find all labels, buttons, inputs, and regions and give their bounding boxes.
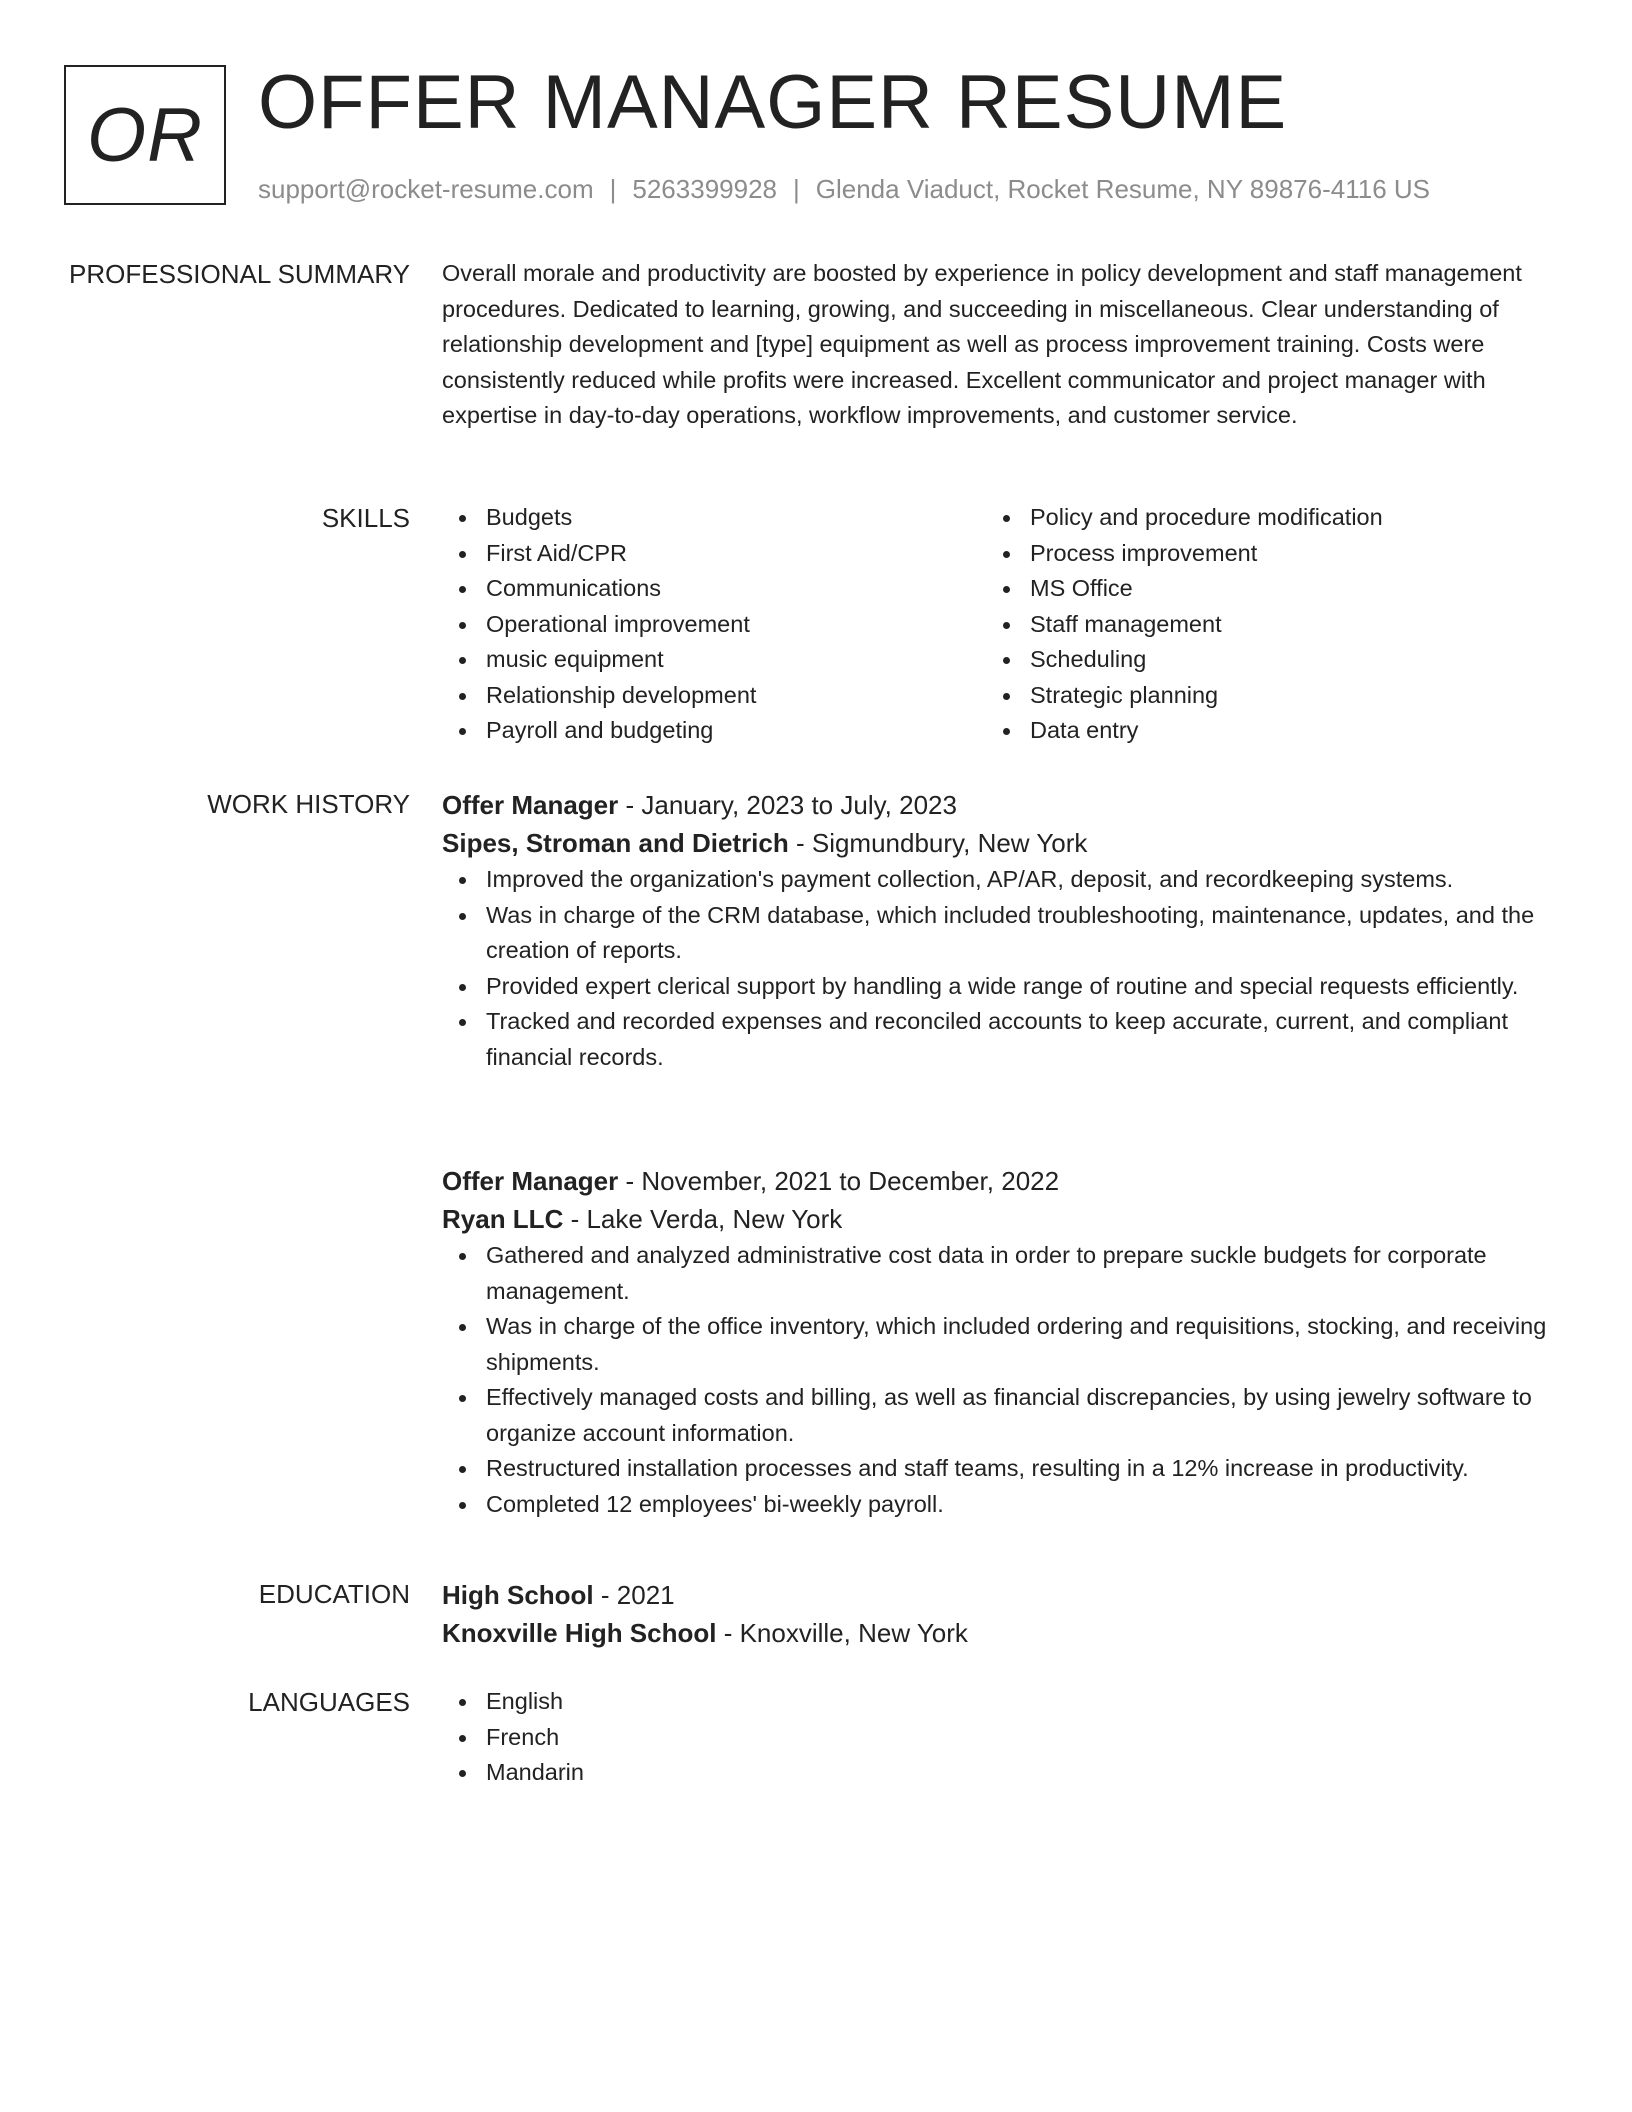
job-bullet: Provided expert clerical support by handling a wide range of routine and special requests efficiently. (486, 969, 1552, 1005)
job-bullet: Was in charge of the CRM database, which included troubleshooting, maintenance, updates, and the creation of reports. (486, 898, 1552, 969)
summary-body (442, 256, 1552, 434)
education-degree: High School (442, 1580, 594, 1610)
education-year: - 2021 (593, 1580, 675, 1610)
language-item: French (486, 1720, 1552, 1756)
job-bullets (442, 862, 1552, 1075)
skills-column-left (442, 500, 986, 749)
contact-phone: 5263399928 (632, 174, 777, 204)
skill-item: Relationship development (486, 678, 986, 714)
skill-item: Scheduling (1030, 642, 1530, 678)
job-location: - Lake Verda, New York (563, 1204, 843, 1234)
job-title-line (442, 786, 1552, 824)
job-dates: - January, 2023 to July, 2023 (618, 790, 957, 820)
section-label-summary: PROFESSIONAL SUMMARY (69, 259, 410, 289)
skills-column-right (986, 500, 1530, 749)
section-label-skills: SKILLS (321, 503, 410, 533)
skill-item: Communications (486, 571, 986, 607)
job-company: Ryan LLC (442, 1204, 564, 1234)
contact-email: support@rocket-resume.com (258, 174, 594, 204)
job-company-line (442, 824, 1552, 862)
section-label-work: WORK HISTORY (207, 789, 410, 819)
education-school: Knoxville High School (442, 1618, 717, 1648)
job-company: Sipes, Stroman and Dietrich (442, 828, 789, 858)
skill-item: Strategic planning (1030, 678, 1530, 714)
job-bullet: Completed 12 employees' bi-weekly payroll. (486, 1487, 1552, 1523)
contact-separator: | (609, 174, 617, 204)
language-item: Mandarin (486, 1755, 1552, 1791)
contact-line (258, 172, 1430, 206)
skill-item: MS Office (1030, 571, 1530, 607)
skill-item: Data entry (1030, 713, 1530, 749)
contact-address: Glenda Viaduct, Rocket Resume, NY 89876-4116 US (815, 174, 1431, 204)
language-item: English (486, 1684, 1552, 1720)
job-bullet: Tracked and recorded expenses and reconciled accounts to keep accurate, current, and compliant financial records. (486, 1004, 1552, 1075)
job-bullets (442, 1238, 1552, 1522)
skill-item: Staff management (1030, 607, 1530, 643)
job-title: Offer Manager (442, 1166, 619, 1196)
section-label-education: EDUCATION (258, 1579, 410, 1609)
section-label-languages: LANGUAGES (248, 1687, 410, 1717)
skill-item: Policy and procedure modification (1030, 500, 1530, 536)
job-company-line (442, 1200, 1552, 1238)
job-bullet: Restructured installation processes and staff teams, resulting in a 12% increase in productivity. (486, 1451, 1552, 1487)
education-location: - Knoxville, New York (716, 1618, 968, 1648)
resume-title: OFFER MANAGER RESUME (258, 60, 1288, 145)
job-bullet: Gathered and analyzed administrative cost data in order to prepare suckle budgets for corporate management. (486, 1238, 1552, 1309)
skill-item: First Aid/CPR (486, 536, 986, 572)
skill-item: music equipment (486, 642, 986, 678)
education-body (442, 1576, 1552, 1652)
job-entry (442, 1162, 1552, 1522)
job-bullet: Was in charge of the office inventory, which included ordering and requisitions, stocking, and receiving shipments. (486, 1309, 1552, 1380)
job-entry (442, 786, 1552, 1075)
job-title: Offer Manager (442, 790, 619, 820)
job-bullet: Effectively managed costs and billing, as well as financial discrepancies, by using jewelry software to organize account information. (486, 1380, 1552, 1451)
job-dates: - November, 2021 to December, 2022 (618, 1166, 1060, 1196)
education-degree-line (442, 1576, 1552, 1614)
job-bullet: Improved the organization's payment collection, AP/AR, deposit, and recordkeeping systems. (486, 862, 1552, 898)
monogram-logo: OR (64, 65, 226, 205)
contact-separator: | (793, 174, 800, 204)
skill-item: Operational improvement (486, 607, 986, 643)
job-title-line (442, 1162, 1552, 1200)
skill-item: Budgets (486, 500, 986, 536)
skills-body (442, 500, 1552, 749)
skill-item: Payroll and budgeting (486, 713, 986, 749)
education-school-line (442, 1614, 1552, 1652)
summary-text: Overall morale and productivity are boosted by experience in policy development and staff management procedures. Dedicated to learning, growing, and succeeding in miscellaneous. Clear understanding of relationship development and [type] equipment as well as process improvement training. Costs were consistently reduced while profits were increased. Excellent communicator and project manager with expertise in day-to-day operations, workflow improvements, and customer service. (442, 260, 1522, 428)
job-location: - Sigmundbury, New York (788, 828, 1088, 858)
skill-item: Process improvement (1030, 536, 1530, 572)
languages-body (442, 1684, 1552, 1791)
